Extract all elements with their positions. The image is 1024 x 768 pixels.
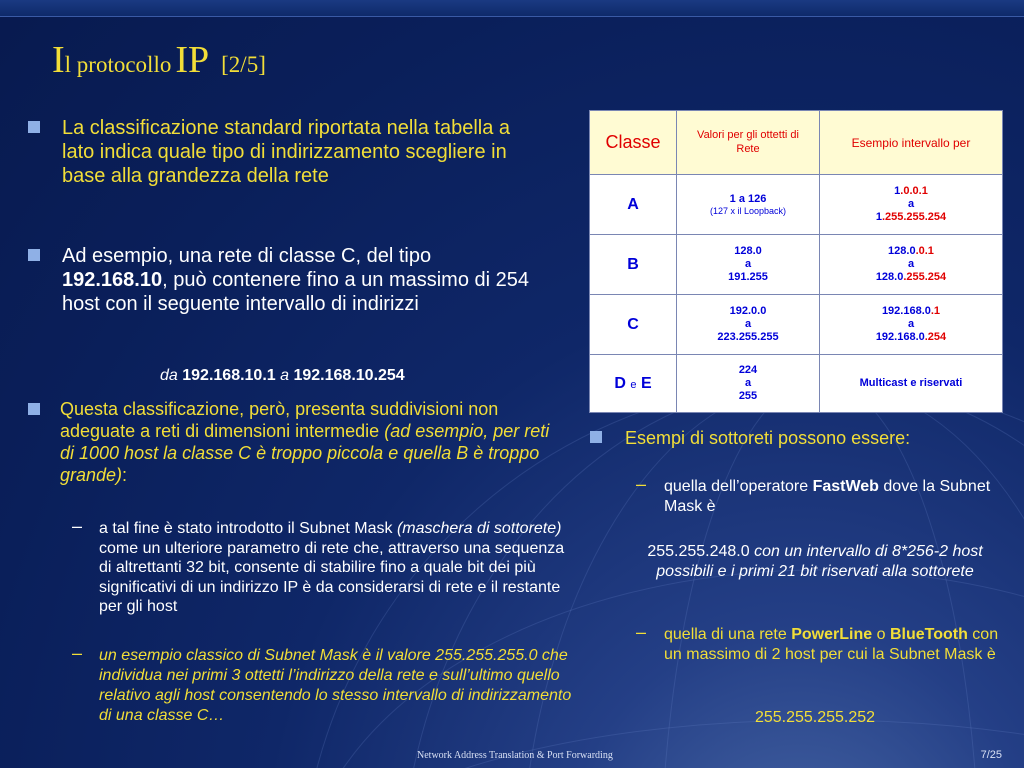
values-end: 255 [738, 390, 758, 403]
powerline-name: PowerLine [791, 626, 873, 643]
values-cell [677, 355, 820, 413]
range-to-word: a [280, 367, 290, 384]
class-table [589, 110, 1003, 413]
example-network-part: 1 [894, 184, 901, 197]
values-a: a [744, 257, 752, 270]
title-protocol: IP [175, 39, 210, 81]
paragraph-example [62, 244, 540, 316]
subnet-mask-definition [99, 519, 579, 617]
table-header [590, 111, 1003, 175]
powerline-example [664, 625, 1004, 665]
values-a: a [744, 376, 752, 389]
range-start: 192.168.10.1 [182, 367, 276, 384]
fastweb-text-2: dove la Subnet Mask è [664, 478, 991, 515]
subnet-text-2: come un ulteriore parametro di rete che, attraverso una sequenza di altrettanti 32 bit, consente di stabilire fino a quale bit dei più significativi di un indirizzo IP è da considerarsi di rete e il restante per gli host [99, 539, 565, 615]
example-a: a [907, 257, 915, 270]
powerline-mask: 255.255.255.252 [754, 709, 876, 726]
example-text-2: , può contenere fino a un massimo di 254 host con il seguente intervallo di indirizzi [62, 269, 530, 315]
values-start: 1 a 126 [729, 192, 767, 205]
dash-bullet-icon: – [636, 622, 647, 642]
class-cell: B [590, 235, 677, 295]
fastweb-name: FastWeb [812, 478, 879, 495]
range-from-word: da [160, 367, 178, 384]
class-cell: C [590, 295, 677, 355]
table-row [590, 355, 1003, 413]
example-host-part: .255.254 [903, 271, 947, 284]
example-cell [820, 295, 1003, 355]
values-start: 224 [738, 363, 758, 376]
page-number: 7/25 [980, 749, 1002, 761]
example-text-1: Ad esempio, una rete di classe C, del tipo [62, 245, 432, 267]
square-bullet-icon [28, 403, 40, 415]
dash-bullet-icon: – [72, 516, 83, 536]
example-cell [820, 235, 1003, 295]
values-a: a [744, 317, 752, 330]
class-d: D [614, 374, 626, 392]
values-cell [677, 295, 820, 355]
square-bullet-icon [28, 249, 40, 261]
values-end: 223.255.255 [717, 331, 779, 344]
example-host-part: .255.255.254 [881, 211, 947, 224]
subnet-mask-example: un esempio classico di Subnet Mask è il valore 255.255.255.0 che individua nei primi 3 ottetti l’indirizzo della rete e sull’ultimo quello relativo agli host consentendo lo stesso intervallo di indirizzamento di una classe C… [99, 647, 572, 724]
paragraph-classification: La classificazione standard riportata nella tabella a lato indica quale tipo di indirizzamento scegliere in base alla grandezza della rete [62, 117, 511, 187]
bluetooth-name: BlueTooth [889, 626, 968, 643]
subnet-italic: (maschera di sottorete) [396, 520, 562, 537]
example-host-part: .0.0.1 [900, 184, 928, 197]
values-start: 192.0.0 [729, 304, 767, 317]
example-network-part: 128.0 [888, 244, 916, 257]
class-and: e [630, 378, 637, 391]
example-network-part: 192.168.0 [881, 304, 931, 317]
powerline-text-1: quella di una rete [664, 626, 787, 643]
dash-bullet-icon: – [636, 474, 647, 494]
mask-value: 255.255.248.0 [647, 543, 750, 560]
top-bar [0, 0, 1024, 17]
powerline-text-2: con un massimo di 2 host per cui la Subnet Mask è [664, 626, 999, 663]
class-e: E [640, 374, 652, 392]
fastweb-example [664, 477, 1016, 517]
class-cell: A [590, 175, 677, 235]
example-host-part: .1 [930, 304, 941, 317]
footer-text: Network Address Translation & Port Forwarding [417, 750, 613, 761]
header-values: Valori per gli ottetti di Rete [677, 111, 820, 175]
example-network-part: 1 [875, 211, 882, 224]
subnet-examples-heading: Esempi di sottoreti possono essere: [625, 428, 911, 448]
table-row [590, 295, 1003, 355]
slide-title [52, 38, 266, 82]
title-text: l protocollo [64, 52, 172, 77]
example-cell: Multicast e riservati [820, 355, 1003, 413]
values-start: 128.0 [734, 244, 762, 257]
values-cell [677, 235, 820, 295]
fastweb-mask [640, 542, 990, 582]
table-row [590, 235, 1003, 295]
table-row [590, 175, 1003, 235]
example-network: 192.168.10 [62, 269, 163, 291]
example-host-part: .254 [924, 331, 947, 344]
address-range [160, 368, 405, 384]
title-part: [2/5] [221, 52, 266, 77]
title-initial: I [52, 39, 65, 81]
subnet-text-1: a tal fine è stato introdotto il Subnet Mask [99, 520, 393, 537]
example-a: a [907, 197, 915, 210]
class-cell [590, 355, 677, 413]
fastweb-text-1: quella dell’operatore [664, 478, 809, 495]
example-cell [820, 175, 1003, 235]
header-class: Classe [590, 111, 677, 175]
example-host-part: .0.1 [915, 244, 934, 257]
limits-text: Questa classificazione, però, presenta suddivisioni non adeguate a reti di dimensioni intermedie [60, 399, 499, 441]
square-bullet-icon [28, 121, 40, 133]
mask-note: con un intervallo di 8*256-2 host possibili e i primi 21 bit riservati alla sottorete [656, 543, 983, 580]
header-example: Esempio intervallo per [820, 111, 1003, 175]
example-network-part: 192.168.0 [875, 331, 925, 344]
values-note: (127 x il Loopback) [709, 205, 787, 216]
example-network-part: 128.0 [875, 271, 904, 284]
example-a: a [907, 317, 915, 330]
limits-colon: : [122, 465, 128, 485]
range-end: 192.168.10.254 [293, 367, 405, 384]
limits-example: (ad esempio, per reti di 1000 host la classe C è troppo piccola e quella B è troppo grande) [60, 421, 550, 485]
values-end: 191.255 [728, 271, 768, 284]
powerline-or: o [876, 626, 886, 643]
paragraph-limits [60, 398, 552, 486]
square-bullet-icon [590, 431, 602, 443]
values-cell [677, 175, 820, 235]
dash-bullet-icon: – [72, 643, 83, 663]
